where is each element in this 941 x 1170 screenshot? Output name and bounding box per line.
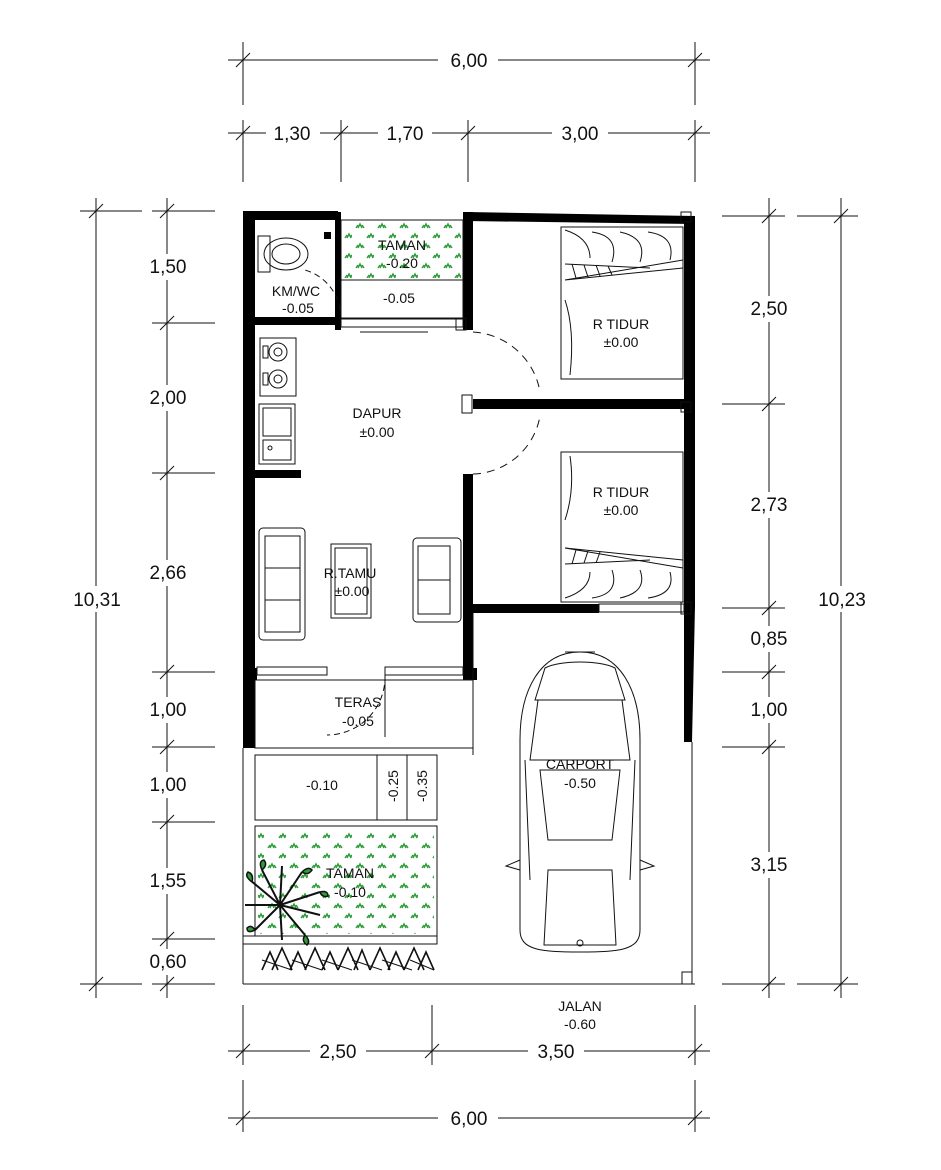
dimension-label: 3,15 <box>750 855 788 876</box>
dimension-label: 1,00 <box>149 700 187 721</box>
sofa-icon <box>259 528 305 640</box>
level-taman-top-step: -0.05 <box>383 290 415 306</box>
level-step-c: -0.35 <box>414 770 430 802</box>
stove-icon <box>260 338 296 396</box>
car-icon <box>506 652 654 952</box>
room-name-r-tidur-2: R TIDUR <box>592 484 650 500</box>
level-carport: -0.50 <box>564 775 596 791</box>
bed-icon <box>561 227 683 379</box>
level-kmwc: -0.05 <box>282 300 314 316</box>
dimension-label: 0,60 <box>149 952 187 973</box>
dimension-label: 2,50 <box>750 299 788 320</box>
dimension-label: 6,00 <box>450 51 488 72</box>
level-teras: -0.05 <box>342 713 374 729</box>
dimension-left-segments <box>140 198 215 998</box>
dimension-label: 3,00 <box>561 124 599 145</box>
bed-icon <box>561 452 683 602</box>
room-name-teras: TERAS <box>334 694 382 710</box>
dimension-label: 1,70 <box>386 124 424 145</box>
room-name-r-tidur-1: R TIDUR <box>592 316 650 332</box>
dimension-left-overall <box>68 198 142 998</box>
dimension-label: 2,50 <box>319 1042 357 1063</box>
dimension-top-overall <box>228 42 710 105</box>
dimension-bottom-overall <box>228 1080 710 1132</box>
coffee-table-icon <box>331 544 371 618</box>
label-jalan: JALAN <box>558 998 602 1014</box>
dimension-label: 1,50 <box>149 257 187 278</box>
level-dapur: ±0.00 <box>359 424 395 440</box>
level-step-b: -0.25 <box>385 770 401 802</box>
dimension-label: 2,00 <box>149 388 187 409</box>
level-taman-front: -0.10 <box>334 884 366 900</box>
level-r-tidur-2: ±0.00 <box>603 502 639 518</box>
dimension-label: 1,00 <box>149 775 187 796</box>
dimension-label: 2,73 <box>750 495 788 516</box>
garden-front-fill <box>258 830 434 934</box>
room-name-dapur: DAPUR <box>352 405 402 421</box>
level-jalan: -0.60 <box>564 1016 596 1032</box>
room-name-taman-front: TAMAN <box>326 865 374 881</box>
shrub-row-icon <box>262 948 434 970</box>
dimension-label: 6,00 <box>450 1109 488 1130</box>
dimension-top-segments <box>228 120 710 182</box>
room-name-r-tamu: R.TAMU <box>323 565 377 581</box>
dimension-right-overall <box>797 198 872 998</box>
sink-icon <box>259 404 295 464</box>
room-name-kmwc: KM/WC <box>271 283 321 299</box>
dimension-label: 2,66 <box>149 563 187 584</box>
dimension-label: 0,85 <box>750 629 788 650</box>
dimension-bottom-segments <box>228 1005 710 1065</box>
level-r-tidur-1: ±0.00 <box>603 334 639 350</box>
room-name-taman-top: TAMAN <box>378 237 426 253</box>
toilet-icon <box>258 232 331 272</box>
level-taman-top: -0.20 <box>386 255 418 271</box>
dimension-right-segments <box>722 198 796 998</box>
dimension-label: 1,30 <box>273 124 311 145</box>
armchair-icon <box>413 538 461 622</box>
dimension-label: 1,00 <box>750 700 788 721</box>
dimension-label: 1,55 <box>149 871 187 892</box>
level-step-a: -0.10 <box>306 777 338 793</box>
dimension-label: 10,31 <box>73 590 121 611</box>
level-r-tamu: ±0.00 <box>334 583 370 599</box>
dimension-label: 3,50 <box>537 1042 575 1063</box>
room-name-carport: CARPORT <box>545 756 615 772</box>
dimension-label: 10,23 <box>818 590 866 611</box>
